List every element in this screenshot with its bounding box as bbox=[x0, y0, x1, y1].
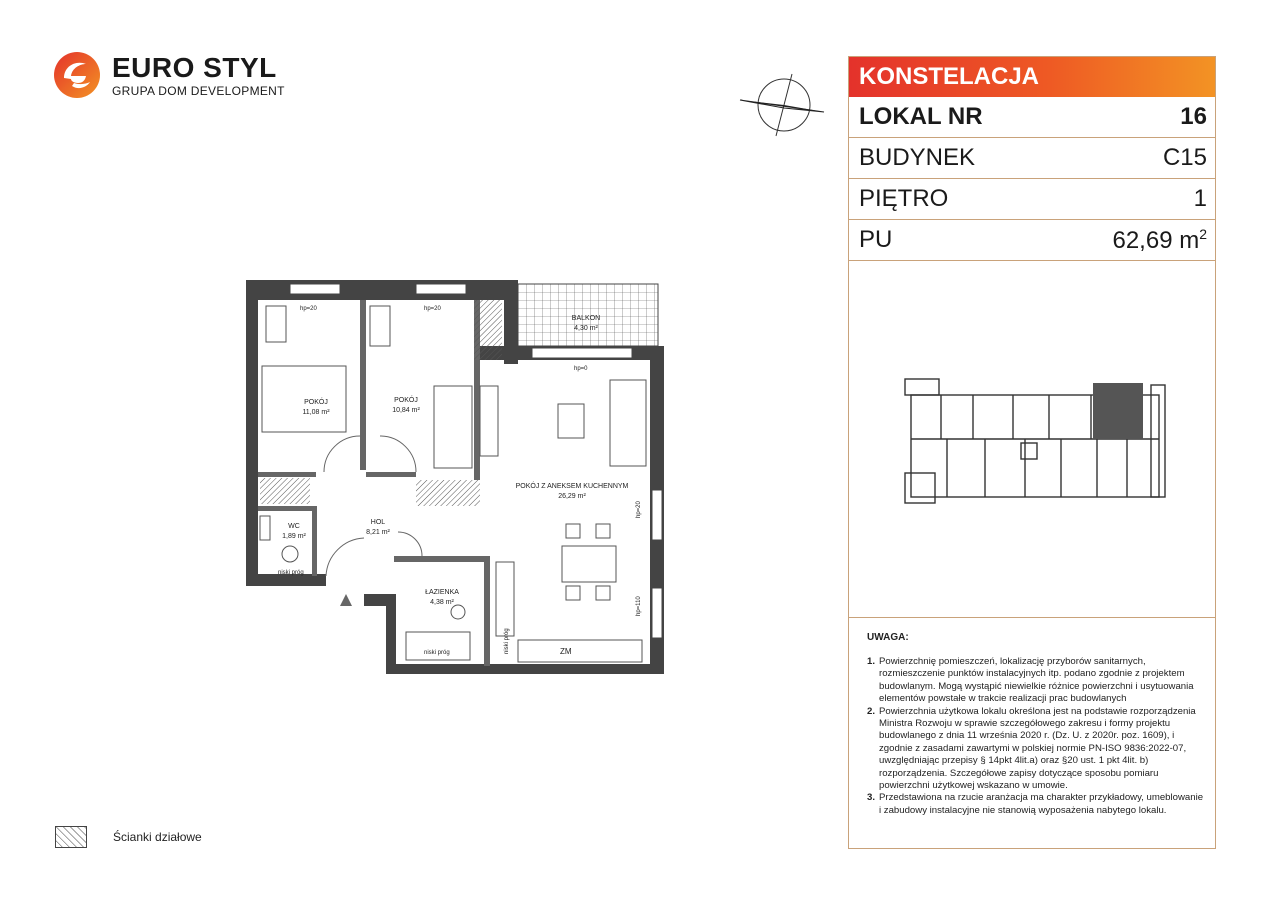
building-key-plan bbox=[901, 375, 1169, 520]
notes-section bbox=[849, 617, 1215, 816]
note-item bbox=[867, 656, 1207, 706]
note-number: 2. bbox=[867, 705, 876, 717]
label-niski-prog2: niski próg bbox=[424, 650, 450, 656]
notes-list bbox=[867, 656, 1207, 817]
room-area-pokoj2: 10,84 m² bbox=[392, 407, 420, 414]
info-panel bbox=[848, 56, 1216, 849]
notes-title: UWAGA: bbox=[867, 632, 909, 643]
row-lokal bbox=[849, 97, 1215, 138]
row-value: 1 bbox=[1193, 185, 1207, 212]
project-name: KONSTELACJA bbox=[849, 57, 1215, 97]
legend bbox=[55, 825, 202, 849]
note-text: Powierzchnię pomieszczeń, lokalizację przyborów sanitarnych, rozmieszczenie punktów instalacyjnych itp. podano zgodnie z projektem budowlanym. Mogą wystąpić niewielkie różnice powierzchni i usytuowania elementów powstałe w trakcie realizacji prac budowlanych bbox=[879, 656, 1194, 705]
room-area-balkon: 4,30 m² bbox=[574, 325, 598, 332]
room-name-hol: HOL bbox=[370, 519, 386, 526]
label-niski-prog3: niski próg bbox=[504, 628, 510, 654]
room-name-pokoj1: POKÓJ bbox=[304, 399, 328, 406]
room-name-salon: POKÓJ Z ANEKSEM KUCHENNYM bbox=[515, 483, 629, 490]
label-hp110: hp=110 bbox=[636, 596, 642, 616]
north-arrow-icon bbox=[736, 70, 828, 140]
note-item bbox=[867, 792, 1207, 817]
legend-label: Ścianki działowe bbox=[113, 830, 202, 844]
floor-plan bbox=[246, 276, 666, 676]
room-area-wc: 1,89 m² bbox=[282, 533, 306, 540]
label-zm: ZM bbox=[560, 647, 572, 656]
room-name-lazienka: ŁAZIENKA bbox=[425, 589, 459, 596]
row-value-wrap bbox=[1112, 226, 1207, 255]
label-niski-prog1: niski próg bbox=[278, 570, 304, 576]
row-pu bbox=[849, 220, 1215, 261]
brand-logo bbox=[52, 50, 292, 110]
label-hp0: hp=0 bbox=[574, 366, 588, 372]
row-value: C15 bbox=[1162, 144, 1207, 171]
room-area-hol: 8,21 m² bbox=[366, 529, 390, 536]
row-label: BUDYNEK bbox=[859, 144, 976, 171]
selected-unit-highlight bbox=[1093, 383, 1143, 439]
note-number: 3. bbox=[867, 792, 876, 804]
room-name-balkon: BALKON bbox=[571, 315, 601, 322]
room-name-wc: WC bbox=[288, 523, 300, 530]
label-hp20a: hp=20 bbox=[300, 306, 317, 312]
hatch-swatch-icon bbox=[55, 826, 87, 848]
label-hp20b: hp=20 bbox=[424, 306, 441, 312]
room-area-pokoj1: 11,08 m² bbox=[302, 409, 330, 416]
brand-name: EURO STYL bbox=[112, 52, 277, 83]
row-value: 62,69 m bbox=[1112, 226, 1200, 254]
door-arcs bbox=[324, 436, 422, 576]
room-area-salon: 26,29 m² bbox=[558, 493, 586, 500]
row-unit-sup: 2 bbox=[1199, 225, 1207, 242]
row-label: PU bbox=[859, 226, 893, 253]
brand-subtitle: GRUPA DOM DEVELOPMENT bbox=[112, 84, 285, 98]
room-name-pokoj2: POKÓJ bbox=[394, 397, 418, 404]
note-text: Przedstawiona na rzucie aranżacja ma charakter przykładowy, umeblowanie i zabudowy instalacyjne nie stanowią wyposażenia nabytego lokalu. bbox=[879, 792, 1204, 816]
note-number: 1. bbox=[867, 656, 876, 667]
note-item bbox=[867, 706, 1207, 793]
row-label: LOKAL NR bbox=[859, 103, 983, 130]
room-area-lazienka: 4,38 m² bbox=[430, 599, 454, 606]
row-value: 16 bbox=[1180, 103, 1207, 130]
row-budynek bbox=[849, 138, 1215, 179]
note-text: Powierzchnia użytkowa lokalu określona jest na podstawie rozporządzenia Ministra Rozwoju w sprawie szczegółowego zakresu i formy projektu budowlanego z dnia 11 września 2020 r. (Dz. U. z 2020r. poz. 1609), i zgodnie z zasadami zawartymi w polskiej normie PN-ISO 9836:2022-07, uwzględniając przepisy § 14pkt 4lit.a) oraz §20 ust. 1 pkt 4lit. b) rozporządzenia. Szczegółowe zapisy dotyczące sposobu pomiaru powierzchni użytkowej wskazano w umowie. bbox=[879, 705, 1196, 792]
entrance-marker bbox=[340, 594, 352, 606]
row-label: PIĘTRO bbox=[859, 185, 949, 212]
label-hp20c: hp=20 bbox=[636, 501, 642, 518]
row-pietro bbox=[849, 179, 1215, 220]
euro-styl-logo-icon bbox=[52, 50, 102, 100]
